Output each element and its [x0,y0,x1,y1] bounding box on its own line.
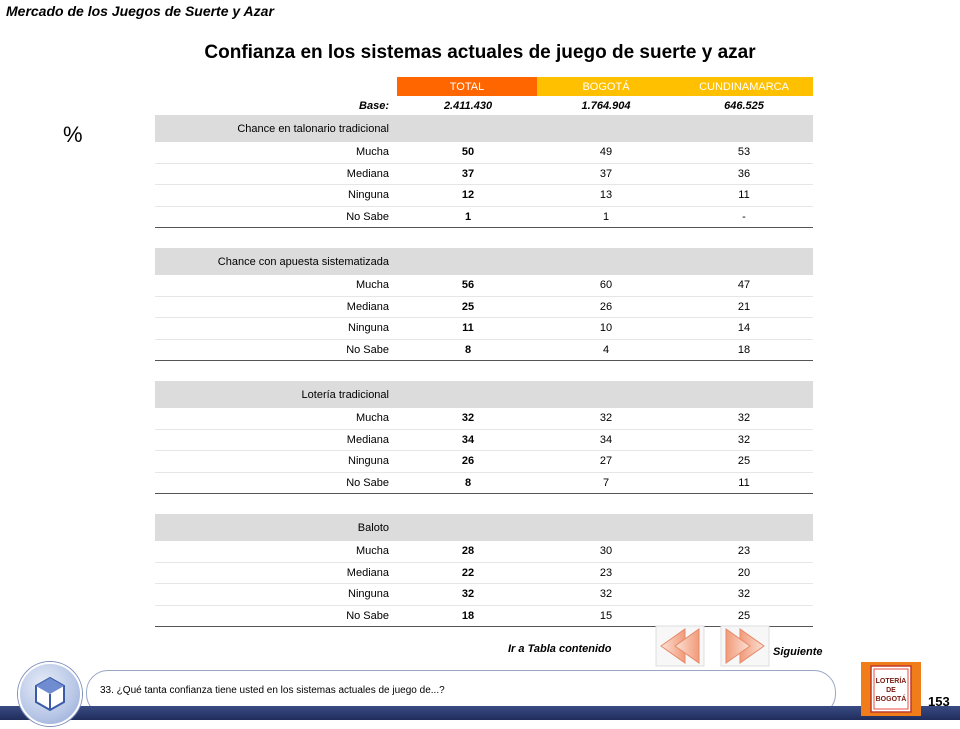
table-row [155,340,813,362]
column-header-total: TOTAL [397,77,537,96]
table-row [155,541,813,563]
table-row [155,584,813,606]
table-row [155,606,813,628]
cell-total: 18 [461,609,475,622]
section-title: Lotería tradicional [301,388,389,401]
row-label: No Sabe [346,476,389,489]
row-label: Mediana [346,433,389,446]
cell-cundinamarca: 18 [737,343,751,356]
row-label: No Sabe [346,343,389,356]
base-row [155,96,813,115]
section-header [155,514,813,541]
base-cundinamarca: 646.525 [724,99,764,112]
cell-total: 11 [462,322,474,335]
row-label: Mucha [355,545,389,558]
cell-total: 12 [461,189,475,202]
section-spacer [155,228,813,248]
table-row [155,142,813,164]
table-row [155,318,813,340]
cell-bogota: 32 [599,588,613,601]
cell-bogota: 27 [599,455,613,468]
base-total: 2.411.430 [443,99,493,112]
table-row [155,207,813,229]
section-header [155,381,813,408]
cell-bogota: 60 [599,279,613,292]
cell-cundinamarca: - [742,210,746,223]
cell-total: 8 [464,476,472,489]
row-label: Mucha [355,412,389,425]
results-table [155,77,813,627]
cell-cundinamarca: 53 [737,146,751,159]
column-header-bogota: BOGOTÁ [537,77,675,96]
table-row [155,430,813,452]
page-title: Confianza en los sistemas actuales de juego de suerte y azar [204,42,756,63]
cell-bogota: 26 [599,300,613,313]
table-header-row [155,77,813,96]
cell-cundinamarca: 32 [737,588,751,601]
logo-text-line: DE [886,687,896,694]
survey-logo-icon [18,662,82,726]
cell-cundinamarca: 47 [737,279,751,292]
cell-bogota: 13 [599,189,613,202]
cell-total: 1 [464,210,472,223]
cell-bogota: 15 [599,609,613,622]
cell-total: 32 [461,588,475,601]
cell-total: 37 [461,167,475,180]
row-label: Mucha [355,146,389,159]
cell-cundinamarca: 32 [737,412,751,425]
section-title: Chance en talonario tradicional [237,122,389,135]
app-header-title: Mercado de los Juegos de Suerte y Azar [6,3,274,19]
row-label: Ninguna [348,189,389,202]
cell-total: 22 [461,566,475,579]
cell-bogota: 49 [599,146,613,159]
cell-cundinamarca: 14 [737,322,751,335]
table-row [155,164,813,186]
cell-total: 28 [461,545,475,558]
column-header-cundinamarca: CUNDINAMARCA [675,77,813,96]
cell-total: 8 [464,343,472,356]
cell-bogota: 10 [599,322,613,335]
cell-total: 25 [461,300,475,313]
base-label: Base: [359,99,389,112]
table-row [155,275,813,297]
cell-bogota: 30 [599,545,613,558]
table-row [155,185,813,207]
row-label: Mediana [346,300,389,313]
cell-cundinamarca: 25 [737,609,751,622]
section-header [155,115,813,142]
base-bogota: 1.764.904 [581,99,631,112]
cell-cundinamarca: 11 [738,476,750,489]
row-label: No Sabe [346,609,389,622]
logo-text-line: LOTERÍA [875,678,907,685]
section-title: Baloto [357,521,389,534]
next-link[interactable]: Siguiente [773,646,823,658]
loteria-de-bogota-logo [861,662,921,716]
cell-bogota: 4 [602,343,610,356]
cell-total: 56 [461,279,475,292]
section-header [155,248,813,275]
cell-cundinamarca: 23 [737,545,751,558]
row-label: Mucha [355,279,389,292]
cell-bogota: 7 [602,476,610,489]
row-label: Ninguna [348,455,389,468]
table-of-contents-link[interactable]: Ir a Tabla contenido [508,643,612,655]
cell-total: 26 [461,455,475,468]
next-arrow-icon[interactable] [720,625,770,667]
cell-cundinamarca: 36 [737,167,751,180]
cell-cundinamarca: 25 [737,455,751,468]
unit-label: % [63,122,83,147]
cell-total: 32 [461,412,475,425]
cell-cundinamarca: 21 [737,300,751,313]
cell-cundinamarca: 32 [737,433,751,446]
cell-bogota: 34 [599,433,613,446]
cell-bogota: 1 [602,210,610,223]
question-text: 33. ¿Qué tanta confianza tiene usted en los sistemas actuales de juego de...? [100,685,445,696]
logo-text-line: BOGOTÁ [875,696,907,703]
cell-bogota: 32 [599,412,613,425]
cell-total: 50 [461,146,475,159]
table-row [155,408,813,430]
table-row [155,473,813,495]
row-label: Mediana [346,167,389,180]
cell-cundinamarca: 11 [738,189,750,202]
cell-total: 34 [461,433,475,446]
section-title: Chance con apuesta sistematizada [217,255,389,268]
table-row [155,563,813,585]
page-number: 153 [928,694,950,709]
table-row [155,451,813,473]
cell-bogota: 37 [599,167,613,180]
table-row [155,297,813,319]
cell-bogota: 23 [599,566,613,579]
section-spacer [155,494,813,514]
row-label: No Sabe [346,210,389,223]
section-spacer [155,361,813,381]
row-label: Mediana [346,566,389,579]
footer-bar [0,706,960,720]
previous-arrow-icon[interactable] [655,625,705,667]
cell-cundinamarca: 20 [737,566,751,579]
row-label: Ninguna [348,588,389,601]
row-label: Ninguna [348,322,389,335]
